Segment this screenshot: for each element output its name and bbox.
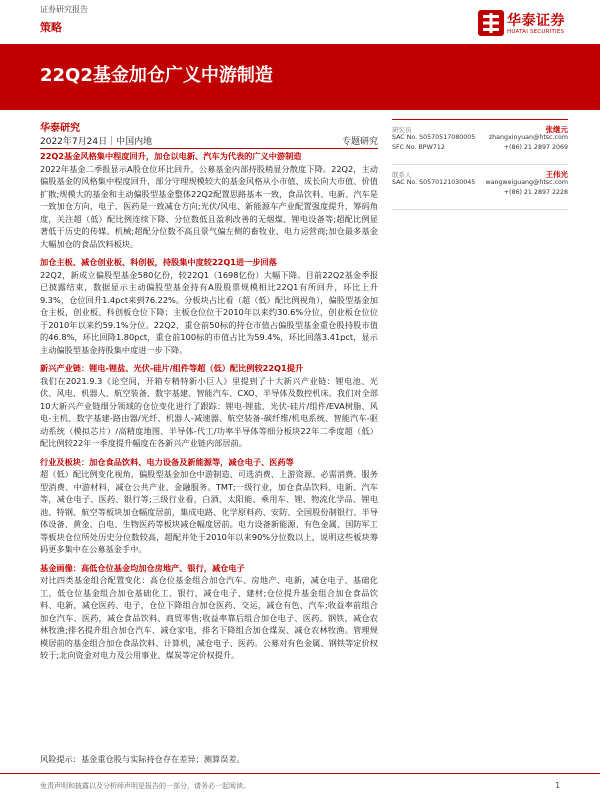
section-heading: 行业及板块：加仓食品饮料、电力设备及新能源等，减仓电子、医药等: [40, 456, 294, 467]
analyst-sidebar: [392, 119, 568, 210]
report-title: 22Q2基金加仓广义中游制造: [40, 65, 273, 86]
section-body: 22Q2，新成立偏股型基金580亿份，较22Q1（1698亿份）大幅下降。目前22Q2基金季报已披露结束，数据显示主动偏股型基金持有A股股票规模相比22Q1有所回升，环比上升9.3%，仓位回升1.4pct来到76.22%。分板块占比看（超（低）配比例视角），偏股型基金加仓主板，创业板、科创板仓位下降；主板仓位位于2010年以来约30.6%分位，创业板仓位位于2010年以来约59.1%分位。22Q2，重仓前50标的持仓市值占偏股型基金重仓股持股市值的46.8%，环比回降1.80pct，重仓前100标的市值占比为59.4%，环比回落3.41pct，显示主动偏股型基金持股集中度进一步下降。: [40, 269, 378, 355]
logo-chinese-name: 华泰证券: [507, 13, 565, 29]
paper-type: 专题研究: [341, 137, 378, 147]
section-heading: 加仓主板、减仓创业板、科创板，持股集中度较22Q1进一步回落: [40, 257, 277, 267]
report-date: 2022年7月24日｜中国内地: [40, 137, 153, 147]
category-tag: 策略: [40, 21, 62, 34]
sfc-number: SFC No. BPW712: [392, 144, 445, 151]
section-body: 对比四类基金组合配置变化：高仓位基金组合加仓汽车、房地产、电新，减仓电子、基础化工，低仓位基金组合加仓基础化工、银行，减仓电子、建材;仓位提升基金组合加仓食品饮料、电新，减仓医药、电子，仓位下降组合加仓医药、交运，减仓有色、汽车;收益率前组合加仓汽车、医药，减仓食品饮料、商贸零售;收益率靠后组合加仓电子、医药、钢铁，减仓农林牧渔;排名提升组合加仓汽车、减仓家电，排名下降组合加仓煤炭、减仓农林牧渔。管理规模居前的基金组合加仓食品饮料、计算机，减仓电子、医药。公募对有色金属、钢铁等定价权较于;北向资金对电力及公用事业、煤炭等定价权提升。: [40, 575, 378, 660]
page-number: 1: [555, 781, 560, 790]
section-fund-style: [40, 150, 378, 250]
section-emerging-industries: [40, 362, 378, 450]
footer-disclaimer: 免责声明和披露以及分析师声明是报告的一部分，请务必一起阅读。: [40, 782, 250, 790]
section-body: 2022年基金二季报显示A股仓位环比回升，公募基金内部持股稍显分散度下降。22Q2，主动偏股基金的风格集中程度回升，部分守理规模较大的基金风格从小市值、成长向大市值、价值扩散;规模大的基金和主动偏股型基金整体22Q2配置思路基本一致，食品饮料、电新、汽车是一致加仓方向，电子、医药是一致减仓方向;光伏/风电、新能源车产业配置强度提升，筹码角度，关注超（低）配比例连续下降、分位数低且盈利改善的无烟煤、锂电设备等;超配比例显著低于历史的传媒、机械;超配分位数不高且景气偏左侧的畜牧业、电力运营商;加仓最多基金大幅加仓的食品饮料板块。: [40, 163, 378, 249]
huatai-logo-icon: [478, 10, 504, 36]
footer-divider: [0, 773, 600, 774]
analyst-phone: +(86) 21 2897 2228: [503, 189, 568, 196]
section-heading: 新兴产业链：锂电-锂盐、光伏-硅片/组件等超（低）配比例较22Q1提升: [40, 363, 304, 373]
section-body: 我们在2021.9.3《论空间，开箱专精特新小巨人》里提到了十大新兴产业链：锂电池、光伏、风电、机器人、航空装备、数字基建、智能汽车、CXO、半导体及数控机床。我们对全部10大新兴产业链细分领域的仓位变化进行了跟踪：锂电-锂盐、光伏-硅片/组件/EVA树脂、风电-主机、数字基建-路由器/光纤、机器人-减速器、航空装备-碳纤维/机电系统、智能汽车-驱动系统（模拟芯片）/高精度地图、半导体-代工/功率半导体等细分板块22年二季度超（低）配比例较22年一季度提升幅度在各新兴产业链内部居前。: [40, 375, 378, 448]
section-heading: 22Q2基金风格集中程度回升，加仓以电新、汽车为代表的广义中游制造: [40, 151, 302, 161]
analyst-role: 联系人: [392, 171, 412, 179]
analyst-email[interactable]: wangweiguang@htsc.com: [485, 179, 568, 186]
analyst-name: 王伟光: [545, 170, 568, 179]
main-content: [40, 150, 378, 668]
research-dept: 华泰研究: [40, 123, 80, 134]
report-type-label: 证券研究报告: [40, 5, 88, 14]
analyst-name: 张继元: [545, 125, 568, 134]
section-heading: 基金画像：高低仓位基金均加仓房地产、银行，减仓电子: [40, 562, 245, 573]
analyst-email[interactable]: zhangxinyuan@htsc.com: [488, 134, 568, 141]
section-fund-portrait: [40, 562, 378, 662]
analyst-phone: +(86) 21 2897 2069: [503, 144, 568, 151]
analyst-role: 研究员: [392, 126, 412, 134]
sac-number: SAC No. S0570517080005: [392, 134, 476, 141]
analyst-card: [392, 165, 568, 210]
huatai-logo: [478, 7, 568, 41]
sac-number: SAC No. S0570121030045: [392, 179, 476, 186]
section-industry-sectors: [40, 456, 378, 556]
analyst-card: [392, 120, 568, 165]
date-bar: [40, 132, 378, 149]
logo-english-name: HUATAI SECURITIES: [507, 29, 565, 35]
section-board-allocation: [40, 256, 378, 356]
risk-warning: 风险提示：基金重仓股与实际持仓存在差异；测算误差。: [40, 754, 245, 764]
section-body: 超（低）配比例变化视角，偏股型基金加仓中游制造、可选消费、上游资源、必需消费、服务型消费、中游材料，减仓公共产业、金融服务。TMT;一级行业，加仓食品饮料、电新、汽车等，减仓电子、医药、银行等;三级行业看，白酒、太阳能、乘用车、锂、物流化学品、锂电池、特钢、航空等板块加仓幅度居前，集成电路、化学原料药、安防、全国股份制银行、半导体设备、黄金、白电、生物医药等板块减仓幅度居前。电力设备新能源、有色金属、国防军工等板块仓位所处历史分位数较高，超配并处于2010年以来90%分位数以上，说明这些板块筹码更多集中在公募基金手中。: [40, 469, 378, 554]
